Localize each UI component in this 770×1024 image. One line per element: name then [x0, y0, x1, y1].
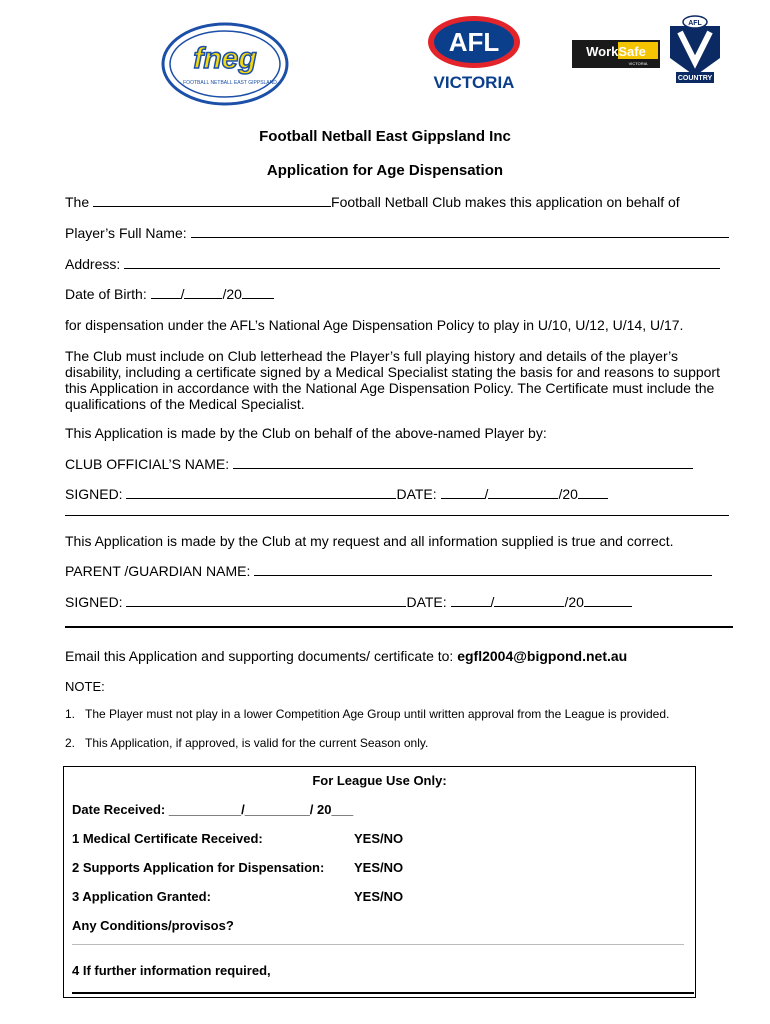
club-line-suffix: Football Netball Club makes this application on behalf of [331, 194, 680, 210]
club-name-field[interactable] [93, 194, 331, 207]
note-number: 2. [65, 736, 76, 750]
league-box-title: For League Use Only: [312, 773, 447, 788]
medical-certificate-label: 1 Medical Certificate Received: [72, 831, 263, 846]
club-date-label: DATE: [396, 486, 441, 502]
dob-day-field[interactable] [151, 286, 181, 299]
parent-name-line [65, 563, 712, 579]
application-granted-value: YES/NO [354, 889, 404, 904]
conditions-label: Any Conditions/provisos? [72, 918, 234, 933]
email-address[interactable]: egfl2004@bigpond.net.au [457, 648, 628, 664]
club-official-line [65, 456, 693, 472]
parent-signed-label: SIGNED: [65, 594, 127, 610]
club-signed-line [65, 486, 608, 502]
parent-name-label: PARENT /GUARDIAN NAME: [65, 563, 255, 579]
note-item-1 [65, 707, 669, 721]
parent-date-label: DATE: [406, 594, 451, 610]
club-requirements: The Club must include on Club letterhead the Player’s full playing history and details of the player’s disability, including a certificate signed by a Medical Specialist stating the basis for and reasons to support this Application in accordance with the National Age Dispensation Policy. The Certificate must include the qualifications of the Medical Specialist. [65, 348, 720, 412]
parent-date-separator-1: / [490, 594, 495, 610]
afl-victoria-logo [425, 14, 523, 94]
supports-application-value: YES/NO [354, 860, 404, 875]
section-divider-thick [65, 626, 733, 628]
afl-country-logo-subtext: COUNTRY [677, 75, 713, 82]
dob-line [65, 286, 274, 302]
address-field[interactable] [124, 256, 720, 269]
medical-certificate-value: YES/NO [354, 831, 404, 846]
email-line [65, 648, 627, 664]
parent-signature-field[interactable] [126, 594, 406, 607]
parent-date-day-field[interactable] [451, 594, 491, 607]
afl-country-logo-text: AFL [688, 20, 702, 27]
address-line [65, 256, 720, 272]
club-official-label: CLUB OFFICIAL’S NAME: [65, 456, 234, 472]
note-item-2 [65, 736, 428, 750]
dob-separator-2: /20 [222, 286, 242, 302]
club-date-separator-2: /20 [558, 486, 578, 502]
email-text: Email this Application and supporting documents/ certificate to: [65, 648, 458, 664]
club-date-year-field[interactable] [578, 486, 608, 499]
address-label: Address: [65, 256, 125, 272]
parent-date-separator-2: /20 [564, 594, 584, 610]
club-line-prefix: The [65, 194, 94, 210]
club-date-month-field[interactable] [488, 486, 558, 499]
application-granted-label: 3 Application Granted: [72, 889, 211, 904]
dob-label: Date of Birth: [65, 286, 151, 302]
parent-signed-line [65, 594, 632, 610]
note-heading: NOTE: [65, 679, 105, 694]
further-info-line [72, 992, 694, 994]
worksafe-logo-subtext: VICTORIA [628, 61, 648, 66]
dob-separator-1: / [180, 286, 185, 302]
afl-logo-text: AFL [448, 27, 500, 57]
club-date-day-field[interactable] [441, 486, 485, 499]
form-title: Application for Age Dispensation [266, 162, 504, 179]
dob-year-field[interactable] [242, 286, 274, 299]
further-info-label: 4 If further information required, [72, 963, 271, 978]
supports-application-label: 2 Supports Application for Dispensation: [72, 860, 325, 875]
parent-statement: This Application is made by the Club at my request and all information supplied is true and correct. [65, 533, 674, 549]
player-name-line [65, 225, 729, 241]
dob-month-field[interactable] [184, 286, 222, 299]
fneg-logo-text: fneg [193, 42, 257, 75]
club-official-field[interactable] [233, 456, 693, 469]
player-name-field[interactable] [191, 225, 729, 238]
worksafe-logo-text: WorkSafe [586, 44, 646, 59]
conditions-line [72, 944, 684, 945]
date-received: Date Received: __________/_________/ 20___ [72, 802, 354, 817]
note-number: 1. [65, 707, 76, 721]
fneg-logo [160, 18, 290, 110]
player-name-label: Player’s Full Name: [65, 225, 191, 241]
note-text: This Application, if approved, is valid for the current Season only. [85, 736, 429, 750]
fneg-logo-subtext: FOOTBALL NETBALL EAST GIPPSLAND [183, 80, 277, 86]
section-divider [65, 515, 729, 516]
club-date-separator-1: / [484, 486, 489, 502]
org-name: Football Netball East Gippsland Inc [259, 128, 511, 145]
dispensation-text: for dispensation under the AFL’s National Age Dispensation Policy to play in U/10, U/12, U/14, U/17. [65, 317, 684, 333]
worksafe-logo [572, 40, 660, 68]
club-line [65, 194, 680, 210]
club-signed-label: SIGNED: [65, 486, 127, 502]
afl-country-logo [664, 14, 726, 84]
note-text: The Player must not play in a lower Competition Age Group until written approval from the League is provided. [85, 707, 670, 721]
parent-date-year-field[interactable] [584, 594, 632, 607]
parent-name-field[interactable] [254, 563, 712, 576]
parent-date-month-field[interactable] [494, 594, 564, 607]
afl-logo-subtext: VICTORIA [433, 73, 515, 92]
club-signature-field[interactable] [126, 486, 396, 499]
club-statement: This Application is made by the Club on behalf of the above-named Player by: [65, 425, 547, 441]
